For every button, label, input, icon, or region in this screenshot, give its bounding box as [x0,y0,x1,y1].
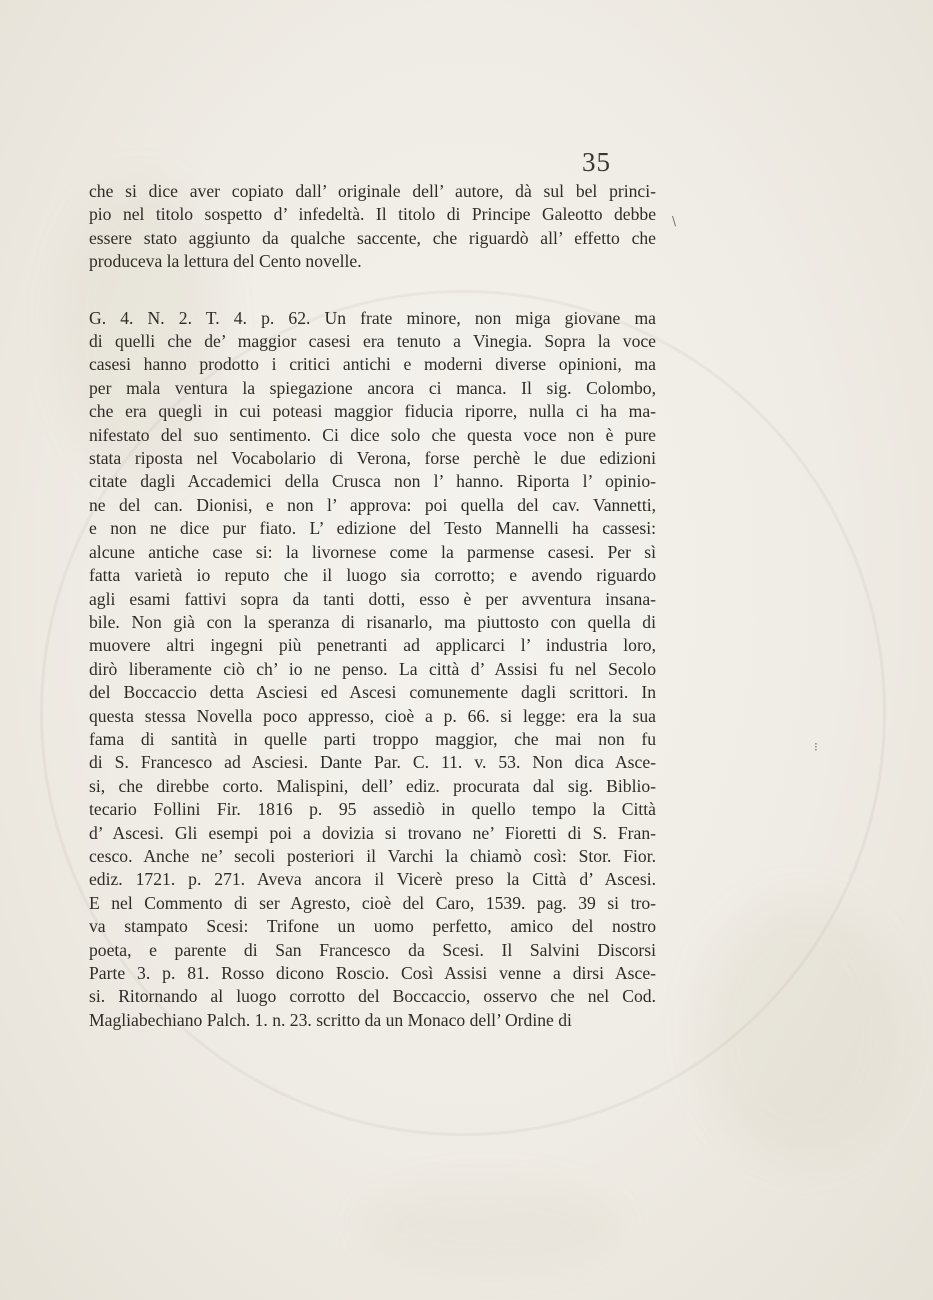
text-line: questa stessa Novella poco appresso, cioè a p. 66. si legge: era la sua [89,705,656,726]
text-line: che era quegli in cui poteasi maggior fiducia riporre, nulla ci ha ma- [89,401,656,422]
paragraph-2 [89,307,656,1033]
paper-stain [700,900,900,1160]
text-line: pio nel titolo sospetto d’ infedeltà. Il titolo di Principe Galeotto debbe [89,204,656,225]
text-line: agli esami fattivi sopra da tanti dotti, esso è per avventura insana- [89,588,656,609]
text-line: di quelli che de’ maggior casesi era tenuto a Vinegia. Sopra la voce [89,331,656,352]
text-line: poeta, e parente di San Francesco da Scesi. Il Salvini Discorsi [89,939,656,960]
text-line: fatta varietà io reputo che il luogo sia corrotto; e avendo riguardo [89,565,656,586]
text-line: stata riposta nel Vocabolario di Verona, forse perchè le due edizioni [89,448,656,469]
text-line: cesco. Anche ne’ secoli posteriori il Varchi la chiamò così: Stor. Fior. [89,845,656,866]
text-line: Parte 3. p. 81. Rosso dicono Roscio. Così Assisi venne a dirsi Asce- [89,963,656,983]
text-line: casesi hanno prodotto i critici antichi e moderni diverse opinioni, ma [89,354,656,375]
page-number: 35 [582,147,611,177]
text-line: ne del can. Dionisi, e non l’ approva: poi quella del cav. Vannetti, [89,494,656,515]
text-line: produceva la lettura del Cento novelle. [89,251,362,272]
paper-stain [360,1180,620,1270]
text-line: e non ne dice pur fiato. L’ edizione del Testo Mannelli ha cassesi: [89,518,656,539]
text-line: dirò liberamente ciò ch’ io ne penso. La città d’ Assisi fu nel Secolo [89,658,656,679]
text-line: G. 4. N. 2. T. 4. p. 62. Un frate minore, non miga giovane ma [89,307,656,328]
text-line: Magliabechiano Palch. 1. n. 23. scritto da un Monaco dell’ Ordine di [89,1009,572,1030]
text-line: fama di santità in quelle parti troppo maggior, che mai non fu [89,728,656,749]
ink-speck: ⁝ [814,740,818,754]
ink-speck: \ [672,214,677,228]
body-text [89,180,656,1032]
text-line: alcune antiche case si: la livornese come la parmense casesi. Per sì [89,541,656,562]
text-line: d’ Ascesi. Gli esempi poi a dovizia si trovano ne’ Fioretti di S. Fran- [89,822,656,843]
paragraph-spacer [89,274,656,307]
text-line: per mala ventura la spiegazione ancora ci manca. Il sig. Colombo, [89,377,656,398]
text-line: muovere altri ingegni più penetranti ad applicarci l’ industria loro, [89,635,656,656]
text-line: del Boccaccio detta Asciesi ed Ascesi comunemente dagli scrittori. In [89,682,656,703]
text-line: essere stato aggiunto da qualche saccente, che riguardò all’ effetto che [89,227,656,248]
text-line: E nel Commento di ser Agresto, cioè del Caro, 1539. pag. 39 si tro- [89,892,656,913]
text-line: nifestato del suo sentimento. Ci dice solo che questa voce non è pure [89,424,656,445]
text-line: si, che direbbe corto. Malispini, dell’ ediz. procurata dal sig. Biblio- [89,775,656,796]
text-line: bile. Non già con la speranza di risanarlo, ma piuttosto con quella di [89,611,656,632]
text-line: che si dice aver copiato dall’ originale dell’ autore, dà sul bel princi- [89,181,656,201]
text-line: di S. Francesco ad Asciesi. Dante Par. C. 11. v. 53. Non dica Asce- [89,752,656,773]
paragraph-1 [89,180,656,274]
text-line: ediz. 1721. p. 271. Aveva ancora il Vicerè preso la Città d’ Ascesi. [89,869,656,890]
text-line: tecario Follini Fir. 1816 p. 95 assediò in quello tempo la Città [89,799,656,820]
text-line: citate dagli Accademici della Crusca non l’ hanno. Riporta l’ opinio- [89,471,656,492]
text-line: si. Ritornando al luogo corrotto del Boccaccio, osservo che nel Cod. [89,986,656,1007]
text-line: va stampato Scesi: Trifone un uomo perfetto, amico del nostro [89,916,656,937]
